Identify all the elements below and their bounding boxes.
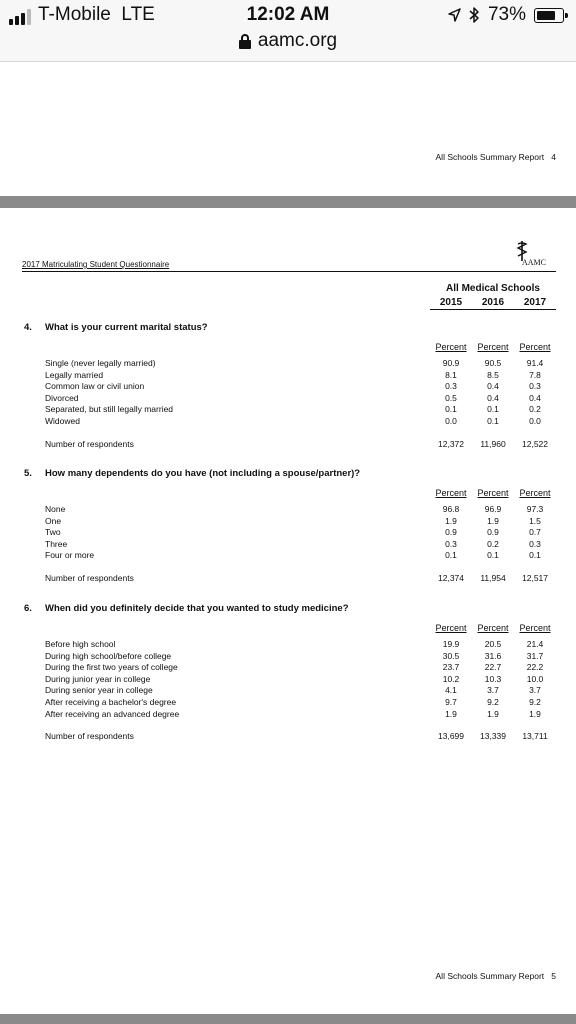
- answer-label: During junior year in college: [45, 673, 151, 684]
- location-arrow-icon: [448, 8, 461, 22]
- answer-label: Separated, but still legally married: [45, 404, 174, 415]
- percent-value: 10.0: [526, 673, 544, 684]
- year-header: 2016: [481, 297, 505, 308]
- percent-value: 0.0: [529, 416, 541, 426]
- percent-value: 1.5: [529, 515, 541, 526]
- battery-percent: 73%: [487, 4, 526, 25]
- percent-value: 20.5: [484, 639, 502, 649]
- answer-label: None: [45, 504, 66, 514]
- bluetooth-icon: [469, 7, 480, 23]
- percent-value: 0.2: [529, 404, 541, 415]
- answer-label: Divorced: [45, 392, 79, 403]
- percent-value: 0.3: [529, 538, 541, 549]
- answer-label: During senior year in college: [45, 685, 153, 696]
- percent-value: 8.5: [487, 369, 499, 380]
- percent-value: 0.3: [529, 381, 541, 392]
- percent-value: 0.4: [487, 392, 499, 403]
- percent-column-header: Percent: [519, 342, 551, 352]
- percent-value: 0.0: [445, 416, 457, 426]
- answer-label: Two: [45, 527, 61, 538]
- percent-value: 0.4: [529, 392, 541, 403]
- percent-value: 0.7: [529, 527, 541, 538]
- percent-value: 9.7: [445, 697, 457, 707]
- year-header: 2015: [439, 297, 463, 308]
- question-text: What is your current marital status?: [45, 322, 208, 333]
- percent-value: 1.9: [487, 515, 499, 526]
- percent-value: 0.1: [487, 416, 499, 426]
- percent-value: 3.7: [529, 685, 541, 696]
- percent-value: 0.3: [445, 538, 457, 549]
- answer-label: During high school/before college: [45, 650, 172, 661]
- percent-value: 91.4: [526, 358, 544, 368]
- answer-label: Legally married: [45, 369, 104, 380]
- answer-label: Single (never legally married): [45, 358, 156, 368]
- percent-value: 22.7: [484, 662, 502, 673]
- respondents-count: 12,517: [522, 573, 548, 583]
- percent-value: 23.7: [442, 662, 460, 673]
- percent-value: 9.2: [487, 697, 499, 707]
- percent-value: 0.1: [487, 404, 499, 415]
- survey-title: 2017 Matriculating Student Questionnaire: [22, 260, 170, 269]
- answer-label: After receiving an advanced degree: [45, 708, 180, 719]
- right-status-group: [448, 4, 564, 26]
- answer-label: Four or more: [45, 550, 95, 561]
- respondents-count: 11,960: [480, 438, 506, 449]
- percent-value: 10.2: [442, 673, 460, 684]
- percent-value: 0.1: [445, 550, 457, 561]
- page-separator: [0, 1014, 576, 1024]
- clock: 12:02 AM: [246, 4, 330, 25]
- percent-value: 1.9: [529, 708, 541, 719]
- percent-value: 0.4: [487, 381, 499, 392]
- percent-value: 1.9: [487, 708, 499, 719]
- percent-column-header: Percent: [435, 488, 467, 498]
- respondents-count: 11,954: [480, 573, 506, 583]
- percent-value: 0.2: [487, 538, 499, 549]
- percent-value: 96.9: [484, 504, 502, 514]
- answer-label: Before high school: [45, 639, 116, 649]
- respondents-label: Number of respondents: [45, 731, 134, 742]
- percent-value: 0.3: [445, 381, 457, 392]
- respondents-label: Number of respondents: [45, 438, 134, 449]
- url-bar[interactable]: [0, 30, 576, 52]
- percent-value: 0.9: [445, 527, 457, 538]
- respondents-count: 13,711: [522, 731, 548, 742]
- answer-label: Widowed: [45, 416, 80, 426]
- page-footer-bottom: All Schools Summary Report 5: [435, 971, 556, 981]
- answer-label: Three: [45, 538, 68, 549]
- percent-value: 0.1: [445, 404, 457, 415]
- question-text: How many dependents do you have (not including a spouse/partner)?: [45, 468, 361, 479]
- question-number: 6.: [24, 603, 32, 614]
- aamc-logo: [516, 240, 556, 270]
- percent-value: 1.9: [445, 708, 457, 719]
- percent-column-header: Percent: [519, 488, 551, 498]
- respondents-label: Number of respondents: [45, 573, 134, 583]
- percent-value: 22.2: [526, 662, 544, 673]
- percent-value: 31.6: [484, 650, 502, 661]
- percent-value: 19.9: [442, 639, 460, 649]
- battery-icon: [534, 8, 564, 23]
- percent-value: 30.5: [442, 650, 460, 661]
- answer-label: After receiving a bachelor's degree: [45, 697, 177, 707]
- percent-value: 90.9: [442, 358, 460, 368]
- percent-value: 4.1: [445, 685, 457, 696]
- answer-label: One: [45, 515, 62, 526]
- respondents-count: 13,339: [480, 731, 506, 742]
- question-number: 5.: [24, 468, 32, 479]
- question-number: 4.: [24, 322, 32, 333]
- percent-column-header: Percent: [519, 623, 551, 633]
- percent-column-header: Percent: [435, 623, 467, 633]
- question-text: When did you definitely decide that you wanted to study medicine?: [45, 603, 349, 614]
- percent-value: 0.9: [487, 527, 499, 538]
- carrier-label: T-Mobile LTE: [38, 4, 155, 25]
- answer-label: During the first two years of college: [45, 662, 178, 673]
- percent-value: 31.7: [526, 650, 544, 661]
- percent-value: 1.9: [445, 515, 457, 526]
- percent-value: 0.1: [529, 550, 541, 561]
- percent-value: 7.8: [529, 369, 541, 380]
- percent-value: 3.7: [487, 685, 499, 696]
- lock-icon: [239, 34, 251, 49]
- percent-value: 90.5: [484, 358, 502, 368]
- respondents-count: 12,374: [438, 573, 464, 583]
- percent-column-header: Percent: [477, 342, 509, 352]
- year-header: 2017: [523, 297, 547, 308]
- percent-value: 96.8: [442, 504, 460, 514]
- url-domain[interactable]: aamc.org: [257, 30, 338, 51]
- respondents-count: 12,522: [522, 438, 548, 449]
- respondents-count: 13,699: [438, 731, 464, 742]
- percent-value: 21.4: [526, 639, 544, 649]
- percent-column-header: Percent: [435, 342, 467, 352]
- respondents-count: 12,372: [438, 438, 464, 449]
- percent-value: 9.2: [529, 697, 541, 707]
- status-and-url-bar: [0, 0, 576, 62]
- percent-value: 10.3: [484, 673, 502, 684]
- percent-column-header: Percent: [477, 623, 509, 633]
- percent-value: 97.3: [526, 504, 544, 514]
- percent-column-header: Percent: [477, 488, 509, 498]
- aamc-logo-text: AAMC: [522, 258, 547, 267]
- report-header: [22, 258, 556, 272]
- percent-value: 8.1: [445, 369, 457, 380]
- column-group-title: All Medical Schools: [446, 283, 540, 294]
- page-footer-top: All Schools Summary Report 4: [435, 152, 556, 162]
- percent-value: 0.1: [487, 550, 499, 561]
- page-separator: [0, 196, 576, 208]
- year-rule: [430, 309, 556, 310]
- percent-value: 0.5: [445, 392, 457, 403]
- answer-label: Common law or civil union: [45, 381, 145, 392]
